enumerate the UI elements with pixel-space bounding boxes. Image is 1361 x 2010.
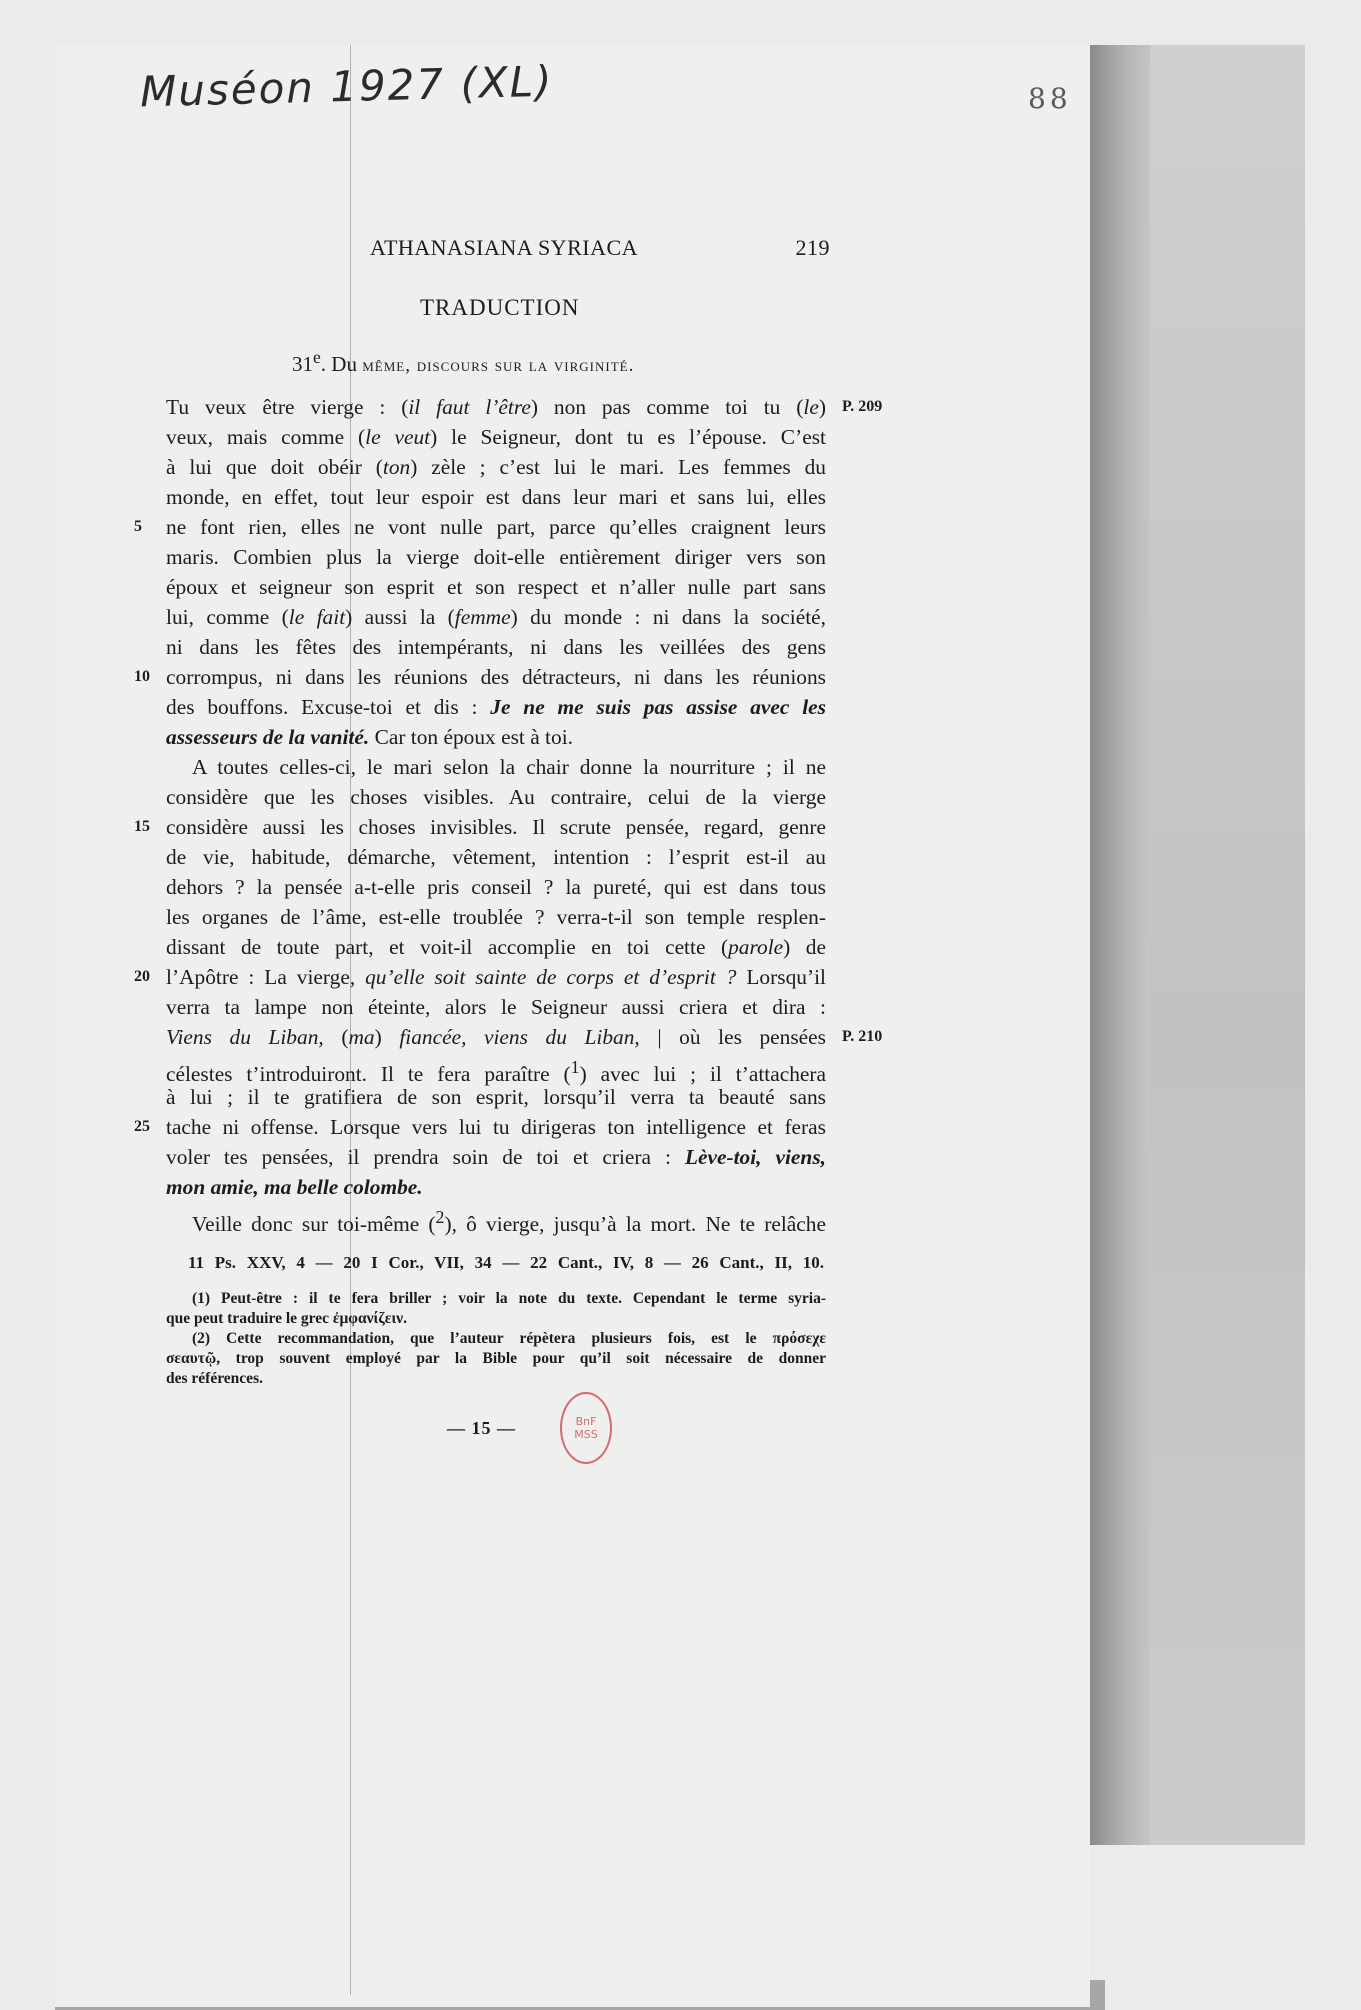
stamp-line-2: MSS (574, 1428, 598, 1441)
footnote-line: (1) Peut-être : il te fera briller ; voir la note du texte. Cependant le terme syria- (192, 1290, 826, 1307)
stamp-line-1: BnF (575, 1415, 597, 1428)
text-line: ne font rien, elles ne vont nulle part, parce qu’elles craignent leurs 5 (166, 512, 826, 542)
scripture-references: 11 Ps. XXV, 4 — 20 I Cor., VII, 34 — 22 Cant., IV, 8 — 26 Cant., II, 10. (188, 1253, 824, 1272)
text-line: les organes de l’âme, est-elle troublée ? verra-t-il son temple resplen- (166, 905, 826, 929)
text-line: dissant de toute part, et voit-il accomplie en toi cette (parole) de (166, 935, 826, 959)
line-number: 15 (134, 818, 150, 835)
text-line: à lui ; il te gratifiera de son esprit, lorsqu’il verra ta beauté sans (166, 1085, 826, 1109)
margin-page-reference: P. 210 (842, 1028, 883, 1045)
line-number: 25 (134, 1118, 150, 1135)
text-line: A toutes celles-ci, le mari selon la chair donne la nourriture ; il ne (192, 755, 826, 779)
body-text (134, 392, 883, 1237)
line-number: 20 (134, 968, 150, 985)
chapter-number: 31 (292, 352, 313, 376)
footnote-line: que peut traduire le grec ἐμφανίζειν. (166, 1310, 407, 1327)
running-head-title: ATHANASIANA SYRIACA (370, 235, 639, 260)
text-line: Veille donc sur toi-même ($^2$), ô vierge, jusqu’à la mort. Ne te relâche (192, 1207, 826, 1237)
folio-number: 88 (1028, 82, 1072, 115)
footnote-line: σεαυτῷ, trop souvent employé par la Bible pour qu’il soit nécessaire de donner (166, 1350, 826, 1367)
footnote-line: des références. (166, 1370, 263, 1387)
text-line: ni dans les fêtes des intempérants, ni dans les veillées des gens (166, 635, 826, 659)
text-line: considère que les choses visibles. Au contraire, celui de la vierge (166, 785, 826, 809)
chapter-lead: . Du (320, 352, 363, 376)
text-line: dehors ? la pensée a-t-elle pris conseil ? la pureté, qui est dans tous (166, 875, 826, 899)
text-line: tache ni offense. Lorsque vers lui tu dirigeras ton intelligence et feras 25 (166, 1112, 826, 1142)
text-line: l’Apôtre : La vierge, qu’elle soit sainte de corps et d’esprit ? Lorsqu’il 20 (166, 962, 826, 992)
footnote-line: (2) Cette recommandation, que l’auteur répètera plusieurs fois, est le πρόσεχε (192, 1330, 826, 1347)
text-line: Viens du Liban, (ma) fiancée, viens du Liban, | où les pensées P. 210 (166, 1022, 826, 1052)
chapter-title: même, discours sur la virginité. (362, 355, 635, 376)
signature-mark: — 15 — (447, 1418, 516, 1438)
running-head-page-number: 219 (795, 235, 830, 260)
line-number: 5 (134, 518, 142, 535)
text-line: de vie, habitude, démarche, vêtement, intention : l’esprit est-il au (166, 845, 826, 869)
line-number: 10 (134, 668, 150, 685)
text-line: des bouffons. Excuse-toi et dis : Je ne me suis pas assise avec les (166, 695, 826, 719)
bnf-stamp (560, 1392, 612, 1464)
margin-page-reference: P. 209 (842, 398, 883, 415)
text-line: veux, mais comme (le veut) le Seigneur, dont tu es l’épouse. C’est (166, 425, 826, 449)
text-line: verra ta lampe non éteinte, alors le Seigneur aussi criera et dira : (166, 995, 826, 1019)
chapter-number-suffix: e (313, 347, 321, 367)
running-head (370, 235, 830, 261)
text-line: mon amie, ma belle colombe. (166, 1175, 423, 1199)
text-line: Tu veux être vierge : (il faut l’être) non pas comme toi tu (le) P. 209 (166, 392, 826, 422)
text-line: considère aussi les choses invisibles. Il scrute pensée, regard, genre 15 (166, 812, 826, 842)
text-line: maris. Combien plus la vierge doit-elle entièrement diriger vers son (166, 545, 826, 569)
text-line: célestes t’introduiront. Il te fera paraître ($^1$) avec lui ; il t’attachera (166, 1057, 826, 1087)
text-line: à lui que doit obéir (ton) zèle ; c’est lui le mari. Les femmes du (166, 455, 826, 479)
text-line: époux et seigneur son esprit et son respect et n’aller nulle part sans (166, 575, 826, 599)
handwritten-annotation: Muséon 1927 (XL) (139, 56, 555, 117)
section-title: TRADUCTION (420, 295, 580, 320)
text-line: corrompus, ni dans les réunions des détracteurs, ni dans les réunions 10 (166, 662, 826, 692)
text-line: lui, comme (le fait) aussi la (femme) du monde : ni dans la société, (166, 605, 826, 629)
text-line: voler tes pensées, il prendra soin de toi et criera : Lève-toi, viens, (166, 1145, 826, 1169)
footnotes (166, 1289, 826, 1389)
text-line: monde, en effet, tout leur espoir est dans leur mari et sans lui, elles (166, 485, 826, 509)
text-line: assesseurs de la vanité. Car ton époux est à toi. (166, 725, 573, 749)
chapter-subtitle (292, 347, 634, 377)
page-edge-shadow (1090, 45, 1150, 1845)
